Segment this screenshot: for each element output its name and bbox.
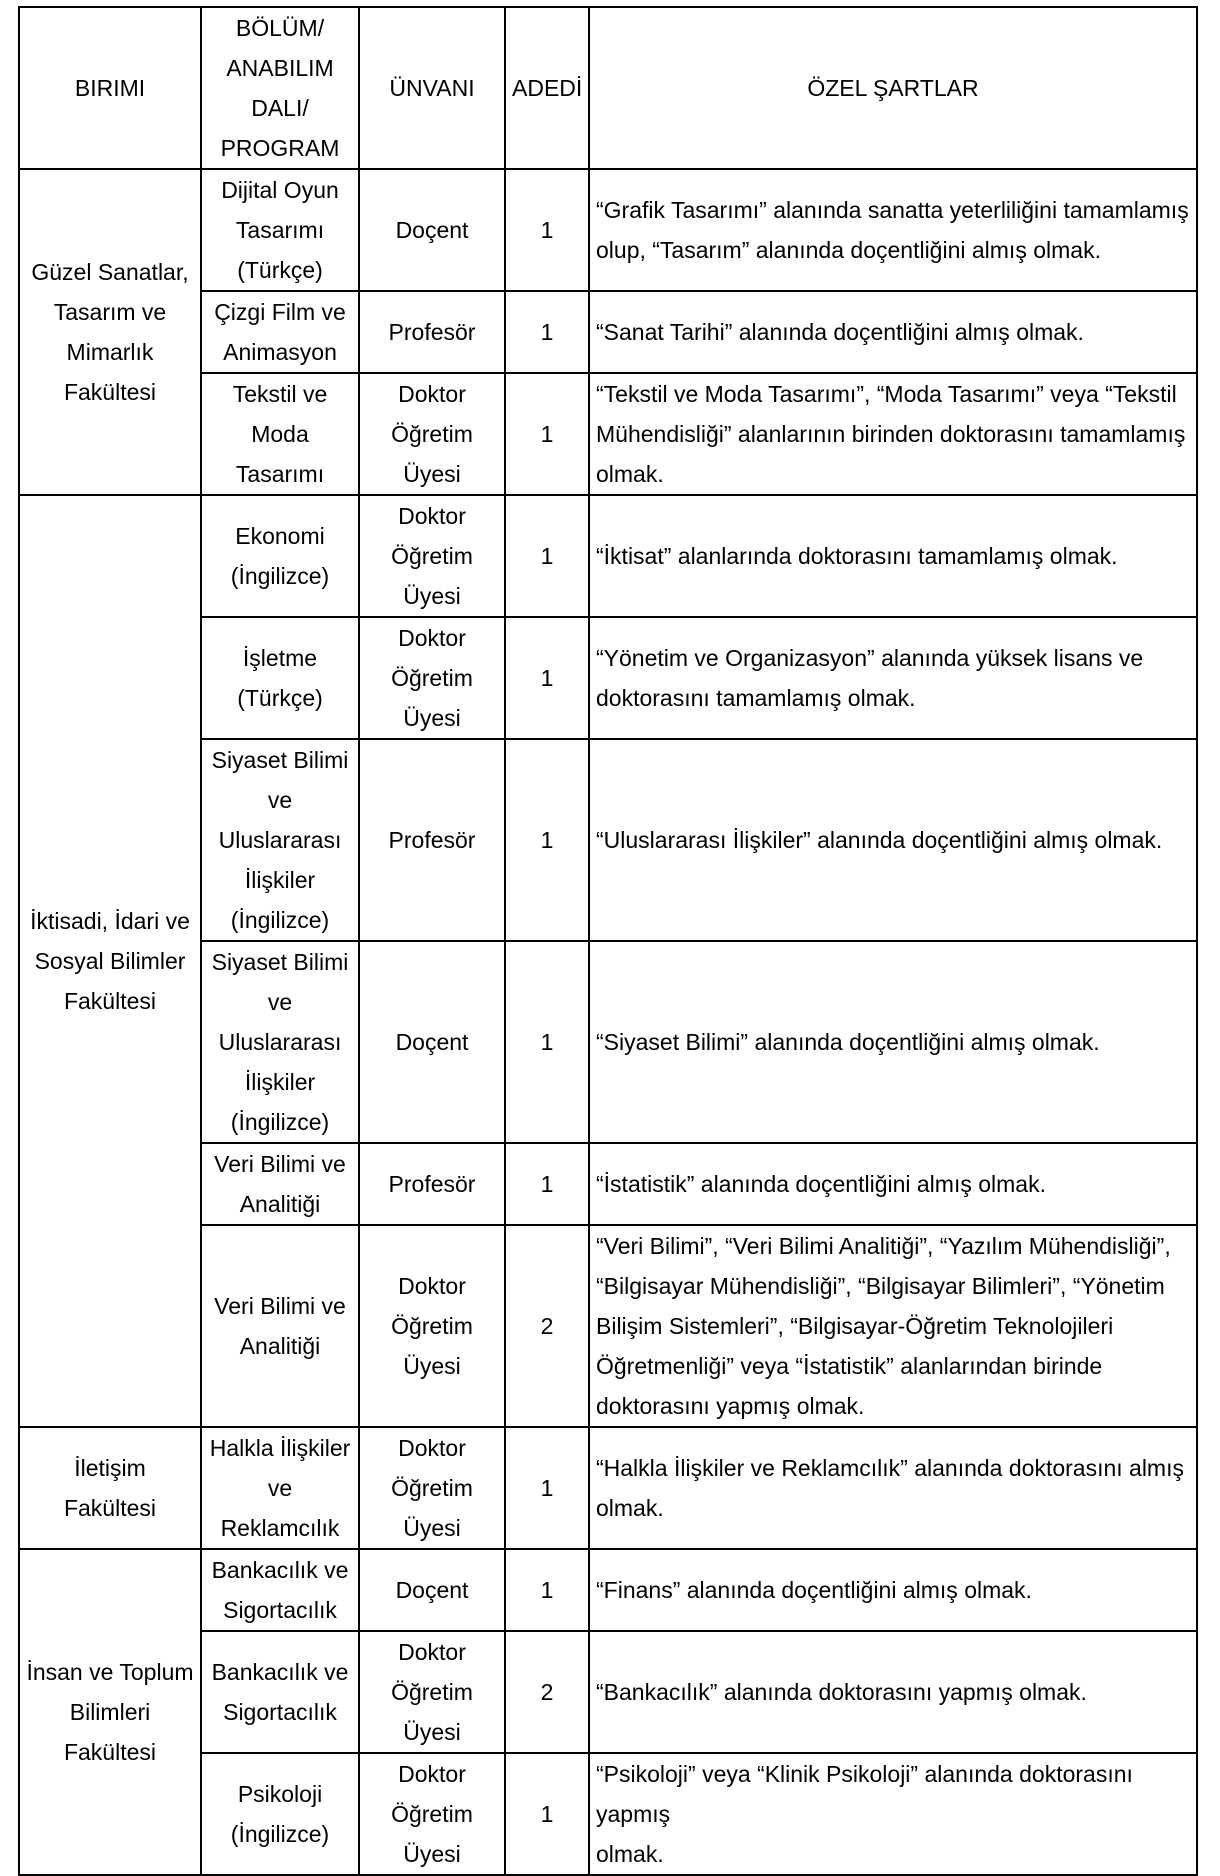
cell-bolum xyxy=(201,1549,359,1631)
bolum-line: (İngilizce) xyxy=(230,563,330,589)
bolum-line: Halkla İlişkiler xyxy=(209,1435,351,1461)
cell-birim xyxy=(19,495,201,1427)
cell-adet: 1 xyxy=(505,373,589,495)
cell-bolum xyxy=(201,617,359,739)
bolum-line: Animasyon xyxy=(223,339,337,365)
cell-adet: 1 xyxy=(505,1143,589,1225)
cell-ozel-sart xyxy=(589,1631,1197,1753)
birim-line: İletişim Fakültesi xyxy=(63,1455,157,1521)
bolum-line: Sigortacılık xyxy=(223,1597,337,1623)
bolum-line: Tasarımı xyxy=(235,217,325,243)
unvan-line: Doktor xyxy=(398,503,466,529)
bolum-line: Psikoloji xyxy=(237,1781,323,1807)
unvan-line: Öğretim Üyesi xyxy=(391,543,473,609)
cell-birim xyxy=(19,1427,201,1549)
header-unvan: ÜNVANI xyxy=(359,7,505,169)
table-header xyxy=(19,7,1197,169)
unvan-line: Öğretim Üyesi xyxy=(391,1801,473,1867)
cell-unvan xyxy=(359,373,505,495)
bolum-line: (Türkçe) xyxy=(237,685,323,711)
table-body xyxy=(19,169,1197,1875)
bolum-line: (İngilizce) xyxy=(230,907,330,933)
header-bolum-line: ANABILIM xyxy=(226,55,334,81)
cell-adet: 1 xyxy=(505,941,589,1143)
sart-line: “Veri Bilimi”, “Veri Bilimi Analitiği”, “Yazılım Mühendisliği”, xyxy=(596,1233,1171,1259)
cell-ozel-sart xyxy=(589,1549,1197,1631)
sart-line: “Uluslararası İlişkiler” alanında doçentliğini almış olmak. xyxy=(596,827,1163,853)
sart-line: “Halkla İlişkiler ve Reklamcılık” alanında doktorasını almış xyxy=(596,1455,1184,1481)
cell-unvan xyxy=(359,1143,505,1225)
header-bolum-line: PROGRAM xyxy=(220,135,340,161)
cell-unvan xyxy=(359,495,505,617)
bolum-line: Bankacılık ve xyxy=(211,1659,349,1685)
bolum-line: ve Reklamcılık xyxy=(220,1475,340,1541)
birim-line: Fakültesi xyxy=(63,988,157,1014)
cell-ozel-sart xyxy=(589,1143,1197,1225)
cell-ozel-sart xyxy=(589,495,1197,617)
header-bolum-line: DALI/ xyxy=(251,95,309,121)
cell-adet: 2 xyxy=(505,1631,589,1753)
cell-ozel-sart xyxy=(589,1225,1197,1427)
bolum-line: Bankacılık ve xyxy=(211,1557,349,1583)
cell-unvan xyxy=(359,169,505,291)
cell-birim xyxy=(19,1549,201,1875)
cell-unvan xyxy=(359,1549,505,1631)
bolum-line: Tekstil ve Moda xyxy=(232,381,328,447)
cell-birim xyxy=(19,169,201,495)
cell-unvan xyxy=(359,739,505,941)
unvan-line: Profesör xyxy=(388,1171,476,1197)
cell-unvan xyxy=(359,941,505,1143)
bolum-line: Siyaset Bilimi xyxy=(211,949,349,975)
header-row xyxy=(19,7,1197,169)
header-bolum-line: BÖLÜM/ xyxy=(235,15,325,41)
cell-ozel-sart xyxy=(589,1753,1197,1875)
cell-bolum xyxy=(201,169,359,291)
cell-ozel-sart xyxy=(589,941,1197,1143)
unvan-line: Doçent xyxy=(395,217,469,243)
sart-line: “Finans” alanında doçentliğini almış olmak. xyxy=(596,1577,1032,1603)
cell-unvan xyxy=(359,617,505,739)
cell-bolum xyxy=(201,1753,359,1875)
sart-line: Mühendisliği” alanlarının birinden doktorasını tamamlamış xyxy=(596,421,1186,447)
cell-adet: 2 xyxy=(505,1225,589,1427)
table-row xyxy=(19,495,1197,617)
cell-adet: 1 xyxy=(505,1753,589,1875)
sart-line: olmak. xyxy=(596,1495,664,1521)
cell-bolum xyxy=(201,1631,359,1753)
positions-table xyxy=(18,6,1198,1876)
sart-line: Bilişim Sistemleri”, “Bilgisayar-Öğretim Teknolojileri xyxy=(596,1313,1114,1339)
table-row xyxy=(19,169,1197,291)
cell-ozel-sart xyxy=(589,1427,1197,1549)
cell-unvan xyxy=(359,1427,505,1549)
bolum-line: Analitiği xyxy=(239,1191,321,1217)
bolum-line: Analitiği xyxy=(239,1333,321,1359)
sart-line: “Yönetim ve Organizasyon” alanında yüksek lisans ve xyxy=(596,645,1144,671)
bolum-line: İlişkiler xyxy=(244,867,316,893)
sart-line: “Tekstil ve Moda Tasarımı”, “Moda Tasarımı” veya “Tekstil xyxy=(596,381,1177,407)
bolum-line: Çizgi Film ve xyxy=(214,299,346,325)
unvan-line: Doçent xyxy=(395,1577,469,1603)
cell-adet: 1 xyxy=(505,739,589,941)
header-sartlar: ÖZEL ŞARTLAR xyxy=(589,7,1197,169)
unvan-line: Profesör xyxy=(388,319,476,345)
sart-line: olup, “Tasarım” alanında doçentliğini almış olmak. xyxy=(596,237,1101,263)
bolum-line: (Türkçe) xyxy=(237,257,323,283)
bolum-line: Veri Bilimi ve xyxy=(214,1293,346,1319)
unvan-line: Öğretim Üyesi xyxy=(391,1475,473,1541)
sart-line: doktorasını tamamlamış olmak. xyxy=(596,685,916,711)
sart-line: Öğretmenliği” veya “İstatistik” alanlarından birinde xyxy=(596,1353,1103,1379)
sart-line: olmak. xyxy=(596,1841,664,1867)
birim-line: Tasarım ve xyxy=(53,299,167,325)
bolum-line: Sigortacılık xyxy=(223,1699,337,1725)
cell-bolum xyxy=(201,1143,359,1225)
cell-ozel-sart xyxy=(589,169,1197,291)
unvan-line: Öğretim Üyesi xyxy=(391,1679,473,1745)
sart-line: “Bilgisayar Mühendisliği”, “Bilgisayar Bilimleri”, “Yönetim xyxy=(596,1273,1165,1299)
birim-line: Fakültesi xyxy=(63,379,157,405)
unvan-line: Profesör xyxy=(388,827,476,853)
unvan-line: Öğretim Üyesi xyxy=(391,665,473,731)
unvan-line: Doktor xyxy=(398,625,466,651)
birim-line: İnsan ve Toplum xyxy=(26,1659,194,1685)
bolum-line: (İngilizce) xyxy=(230,1821,330,1847)
bolum-line: Tasarımı xyxy=(235,461,325,487)
bolum-line: ve Uluslararası xyxy=(218,989,342,1055)
bolum-line: İşletme xyxy=(242,645,318,671)
cell-bolum xyxy=(201,739,359,941)
bolum-line: İlişkiler xyxy=(244,1069,316,1095)
cell-unvan xyxy=(359,1753,505,1875)
table-row xyxy=(19,1427,1197,1549)
header-bolum xyxy=(201,7,359,169)
sart-line: “Sanat Tarihi” alanında doçentliğini almış olmak. xyxy=(596,319,1084,345)
sart-line: “Psikoloji” veya “Klinik Psikoloji” alanında doktorasını yapmış xyxy=(596,1761,1133,1827)
sart-line: olmak. xyxy=(596,461,664,487)
unvan-line: Doktor xyxy=(398,1435,466,1461)
birim-line: Mimarlık xyxy=(66,339,154,365)
sart-line: “İstatistik” alanında doçentliğini almış olmak. xyxy=(596,1171,1046,1197)
cell-ozel-sart xyxy=(589,373,1197,495)
unvan-line: Doktor xyxy=(398,1273,466,1299)
birim-line: Bilimleri Fakültesi xyxy=(63,1699,157,1765)
unvan-line: Doktor xyxy=(398,1639,466,1665)
unvan-line: Öğretim Üyesi xyxy=(391,1313,473,1379)
sart-line: “İktisat” alanlarında doktorasını tamamlamış olmak. xyxy=(596,543,1118,569)
cell-unvan xyxy=(359,291,505,373)
cell-bolum xyxy=(201,1427,359,1549)
cell-ozel-sart xyxy=(589,617,1197,739)
cell-bolum xyxy=(201,495,359,617)
sart-line: “Bankacılık” alanında doktorasını yapmış olmak. xyxy=(596,1679,1087,1705)
bolum-line: Ekonomi xyxy=(235,523,325,549)
birim-line: Sosyal Bilimler xyxy=(34,948,186,974)
cell-bolum xyxy=(201,373,359,495)
cell-adet: 1 xyxy=(505,1427,589,1549)
sart-line: “Grafik Tasarımı” alanında sanatta yeterliliğini tamamlamış xyxy=(596,197,1189,223)
bolum-line: Siyaset Bilimi xyxy=(211,747,349,773)
cell-ozel-sart xyxy=(589,291,1197,373)
cell-bolum xyxy=(201,941,359,1143)
table-row xyxy=(19,1549,1197,1631)
header-birim: BIRIMI xyxy=(19,7,201,169)
birim-line: İktisadi, İdari ve xyxy=(30,908,190,934)
cell-adet: 1 xyxy=(505,291,589,373)
bolum-line: ve Uluslararası xyxy=(218,787,342,853)
cell-adet: 1 xyxy=(505,495,589,617)
cell-unvan xyxy=(359,1631,505,1753)
unvan-line: Doktor xyxy=(398,1761,466,1787)
cell-bolum xyxy=(201,291,359,373)
birim-line: Güzel Sanatlar, xyxy=(31,259,189,285)
cell-adet: 1 xyxy=(505,169,589,291)
cell-adet: 1 xyxy=(505,617,589,739)
cell-adet: 1 xyxy=(505,1549,589,1631)
header-adet: ADEDİ xyxy=(505,7,589,169)
bolum-line: (İngilizce) xyxy=(230,1109,330,1135)
cell-ozel-sart xyxy=(589,739,1197,941)
unvan-line: Öğretim Üyesi xyxy=(391,421,473,487)
sart-line: “Siyaset Bilimi” alanında doçentliğini almış olmak. xyxy=(596,1029,1100,1055)
bolum-line: Veri Bilimi ve xyxy=(214,1151,346,1177)
bolum-line: Dijital Oyun xyxy=(221,177,339,203)
cell-bolum xyxy=(201,1225,359,1427)
unvan-line: Doktor xyxy=(398,381,466,407)
unvan-line: Doçent xyxy=(395,1029,469,1055)
sart-line: doktorasını yapmış olmak. xyxy=(596,1393,865,1419)
cell-unvan xyxy=(359,1225,505,1427)
